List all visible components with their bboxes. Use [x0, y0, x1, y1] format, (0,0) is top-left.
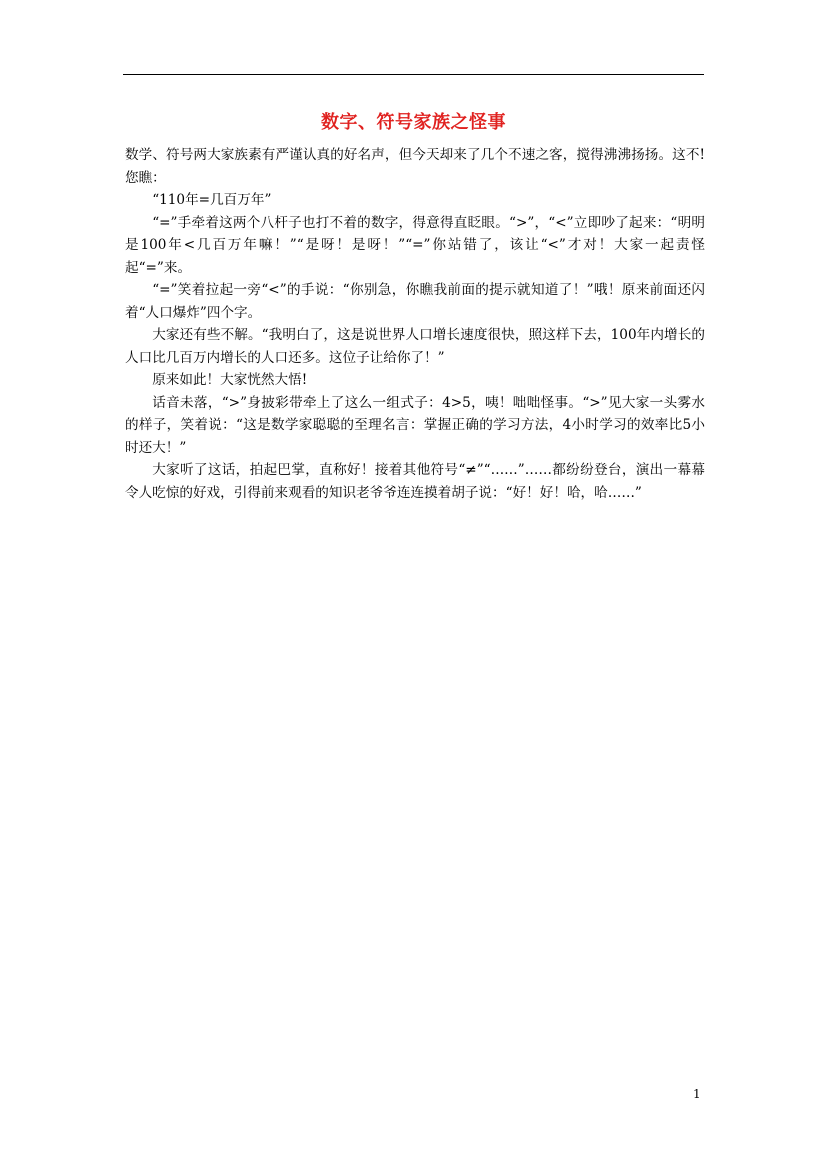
paragraph-dispute: “=”手牵着这两个八杆子也打不着的数字，得意得直眨眼。“>”，“<”立即吵了起来：“明明是100年<几百万年嘛！”“是呀！是呀！”“=”你站错了，该让“<”才对！大家一起责怪起“=”来。: [125, 214, 705, 276]
paragraph-hint: “=”笑着拉起一旁“<”的手说：“你别急，你瞧我前面的提示就知道了！”哦！原来前面还闪着“人口爆炸”四个字。: [125, 282, 705, 321]
paragraph-intro: 数学、符号两大家族素有严谨认真的好名声，但今天却来了几个不速之客，搅得沸沸扬扬。这不!您瞧：: [125, 147, 705, 186]
header-rule: [123, 74, 704, 75]
document-title: 数字、符号家族之怪事: [321, 112, 506, 133]
paragraph-inequality: 话音未落，“>”身披彩带牵上了这么一组式子：4>5，咦！咄咄怪事。“>”见大家一头雾水的样子，笑着说：“这是数学家聪聪的至理名言：掌握正确的学习方法，4小时学习的效率比5小时还大！”: [125, 394, 705, 456]
article-body: [125, 144, 705, 504]
paragraph-realization: 原来如此！大家恍然大悟!: [152, 372, 308, 388]
paragraph-explanation: 大家还有些不解。“我明白了，这是说世界人口增长速度很快，照这样下去，100年内增长的人口比几百万内增长的人口还多。这位子让给你了！”: [125, 327, 705, 366]
page-number: 1: [693, 1087, 701, 1101]
paragraph-equation: “110年=几百万年”: [152, 192, 272, 208]
paragraph-finale: 大家听了这话，拍起巴掌，直称好！接着其他符号“≠”“……”……都纷纷登台，演出一幕幕令人吃惊的好戏，引得前来观看的知识老爷爷连连摸着胡子说：“好！好！哈，哈……”: [125, 462, 705, 501]
